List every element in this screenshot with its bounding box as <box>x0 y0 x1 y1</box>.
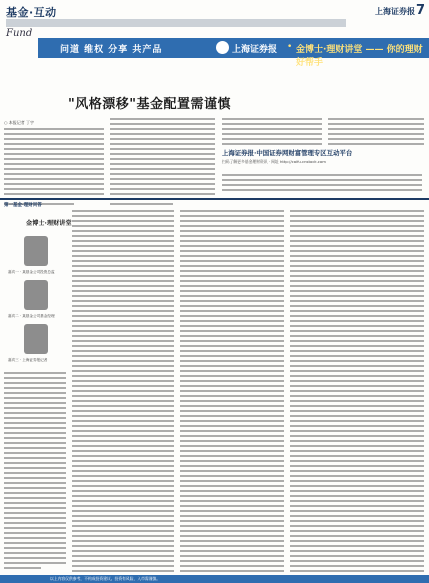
header-meta-strip <box>6 19 346 27</box>
brand-logo-icon <box>216 41 229 54</box>
interview-column-2 <box>180 210 284 583</box>
promo-box <box>222 148 422 170</box>
fund-label: Fund <box>6 28 33 39</box>
banner-brand: 上海证券报 <box>232 45 278 55</box>
column-banner <box>38 38 429 68</box>
article-byline: ○ 本报记者 丁宇 <box>4 120 35 125</box>
sidebar-column <box>4 372 66 572</box>
banner-slogan: 问道 维权 分享 共产品 <box>60 45 163 55</box>
guest-caption-3: 嘉宾三 · 上海证券报记者 <box>8 358 48 362</box>
guest-photo-3 <box>24 324 48 354</box>
page-header <box>0 0 429 68</box>
guest-caption-2: 嘉宾二 · 某基金公司基金经理 <box>8 314 55 318</box>
article-headline: "风格漂移"基金配置需谨慎 <box>68 97 232 112</box>
interview-column-1 <box>72 210 174 583</box>
banner-separator: • <box>287 42 293 52</box>
interview-headline: 金博士·理财讲堂 <box>26 220 72 227</box>
guest-photo-1 <box>24 236 48 266</box>
promo-subtitle: 扫码了解更多基金理财资讯 · 网址 http://caifu.cnstock.com <box>222 159 326 164</box>
banner-column-name: 金博士·理财讲堂 —— 你的理财好帮手 <box>296 45 423 68</box>
footer-disclaimer: 以上内容仅供参考，不构成投资建议。投资有风险，入市需谨慎。 <box>50 576 161 581</box>
guest-caption-1: 嘉宾一 · 某基金公司投资总监 <box>8 270 55 274</box>
section-tag: 第一基金·理财问答 <box>4 203 42 208</box>
newspaper-name: 上海证券报 <box>375 7 415 16</box>
section-divider <box>0 198 429 200</box>
guest-photo-2 <box>24 280 48 310</box>
article-column-4 <box>328 118 424 148</box>
article-column-2 <box>110 118 215 208</box>
page-number: 7 <box>415 3 425 18</box>
section-title: 基金·互动 <box>6 6 57 19</box>
promo-body <box>222 174 422 194</box>
interview-column-3 <box>290 210 424 583</box>
article-column-1 <box>4 128 104 208</box>
promo-title: 上海证券报·中国证券网财富管理专区互动平台 <box>222 149 353 157</box>
article-column-3 <box>222 118 322 148</box>
page-footer <box>0 575 429 583</box>
